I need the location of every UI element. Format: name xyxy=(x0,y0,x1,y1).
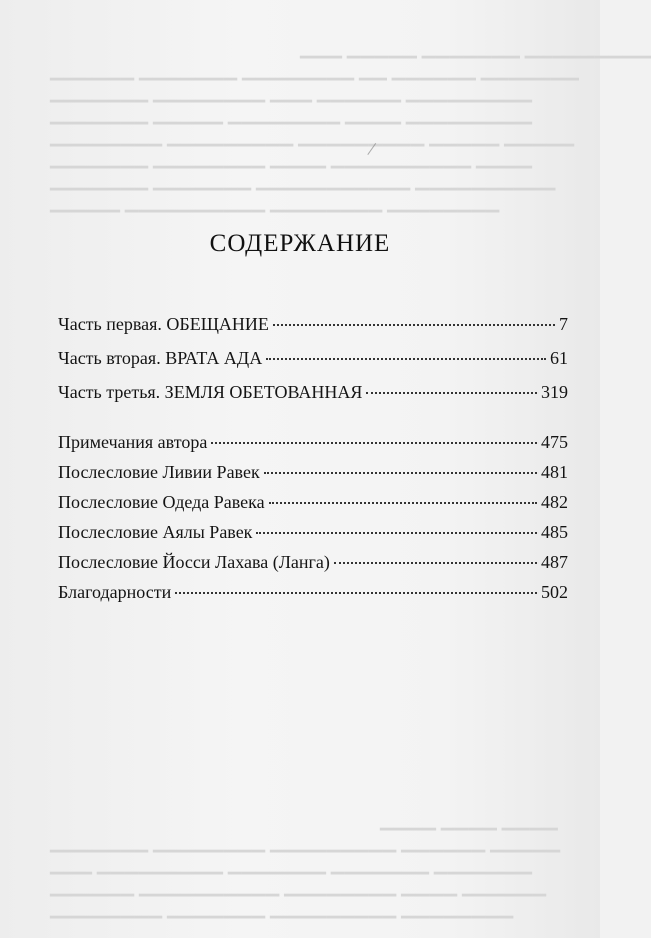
toc-entry[interactable] xyxy=(58,551,568,573)
toc-entry[interactable] xyxy=(58,521,568,543)
toc-leader-dots xyxy=(269,502,537,504)
page-title: СОДЕРЖАНИЕ xyxy=(209,230,391,257)
toc-entry-title: Часть третья. ЗЕМЛЯ ОБЕТОВАННАЯ xyxy=(58,382,363,402)
toc-entry[interactable] xyxy=(58,491,568,513)
toc-entry-title: Часть первая. ОБЕЩАНИЕ xyxy=(58,314,269,334)
toc-entry-page: 61 xyxy=(550,348,568,368)
toc-entry-page: 502 xyxy=(541,582,568,602)
toc-entry-page: 475 xyxy=(541,432,568,452)
toc-leader-dots xyxy=(175,592,537,594)
toc-entry[interactable] xyxy=(58,381,568,403)
toc-entry-page: 319 xyxy=(541,382,568,402)
toc-entry-page: 485 xyxy=(541,522,568,542)
toc-entry-page: 7 xyxy=(559,314,568,334)
toc-entry-page: 482 xyxy=(541,492,568,512)
bleed-through-text-bottom: ▁▁▁▁ ▁▁▁▁ ▁▁▁▁ ▁▁▁▁▁▁▁ ▁▁▁▁▁▁▁▁ ▁▁▁▁▁▁▁▁▁ ▁▁▁▁▁▁ ▁▁▁▁▁ ▁▁▁ ▁▁▁▁▁▁▁▁▁ ▁▁▁▁▁▁▁ ▁▁▁▁▁▁▁ ▁▁▁▁▁▁▁ ▁▁▁▁▁▁ ▁▁▁▁▁▁▁▁▁▁ ▁▁▁▁▁▁▁▁ ▁▁▁▁ ▁▁▁▁▁▁ ▁▁▁▁▁▁▁▁ ▁▁▁▁▁▁▁ ▁▁▁▁▁▁▁▁▁ ▁▁▁▁▁▁▁▁ xyxy=(50,810,561,918)
toc-leader-dots xyxy=(211,442,537,444)
toc-entry[interactable] xyxy=(58,347,568,369)
toc-entry-title: Послесловие Йосси Лахава (Ланга) xyxy=(58,552,330,572)
toc-entry-page: 481 xyxy=(541,462,568,482)
toc-entry-page: 487 xyxy=(541,552,568,572)
toc-entry-title: Послесловие Ливии Равек xyxy=(58,462,260,482)
toc-entry[interactable] xyxy=(58,461,568,483)
toc-entry[interactable] xyxy=(58,431,568,453)
toc-leader-dots xyxy=(264,472,537,474)
toc-entry[interactable] xyxy=(58,581,568,603)
toc-leader-dots xyxy=(266,358,546,360)
bleed-through-text-top: ▁▁▁ ▁▁▁▁▁ ▁▁▁▁▁▁▁ ▁▁▁▁▁▁▁▁▁ ▁▁▁▁▁▁ ▁▁▁▁▁▁▁ ▁▁▁▁▁▁▁▁ ▁▁ ▁▁▁▁▁▁ ▁▁▁▁▁▁▁ ▁▁▁▁▁▁▁ ▁▁▁▁▁▁▁▁ ▁▁▁ ▁▁▁▁▁▁ ▁▁▁▁▁▁▁▁▁ ▁▁▁▁▁▁▁ ▁▁▁▁▁ ▁▁▁▁▁▁▁▁ ▁▁▁▁ ▁▁▁▁▁▁▁▁▁ ▁▁▁▁▁▁▁▁ ▁▁▁▁▁▁▁▁▁ ▁▁▁▁▁▁▁▁▁ ▁▁▁▁▁ ▁▁▁▁▁ ▁▁▁▁▁▁▁ ▁▁▁▁▁▁▁▁ ▁▁▁▁ ▁▁▁▁▁▁▁▁▁▁ ▁▁▁▁ ▁▁▁▁▁▁▁ ▁▁▁▁▁▁▁ ▁▁▁▁▁▁▁▁▁▁▁ ▁▁▁▁▁▁▁▁▁▁ ▁▁▁▁▁ ▁▁▁▁▁▁▁▁▁▁ ▁▁▁▁▁▁▁▁ ▁▁▁▁▁▁▁▁ xyxy=(50,38,651,212)
toc-leader-dots xyxy=(256,532,537,534)
toc-entry-title: Примечания автора xyxy=(58,432,208,452)
toc-entry-title: Послесловие Одеда Равека xyxy=(58,492,265,512)
toc-entry[interactable] xyxy=(58,313,568,335)
toc-entry-title: Послесловие Аялы Равек xyxy=(58,522,253,542)
toc-entry-title: Благодарности xyxy=(58,582,172,602)
toc-entry-title: Часть вторая. ВРАТА АДА xyxy=(58,348,263,368)
toc-leader-dots xyxy=(366,392,537,394)
toc-leader-dots xyxy=(273,324,555,326)
toc-leader-dots xyxy=(334,562,537,564)
